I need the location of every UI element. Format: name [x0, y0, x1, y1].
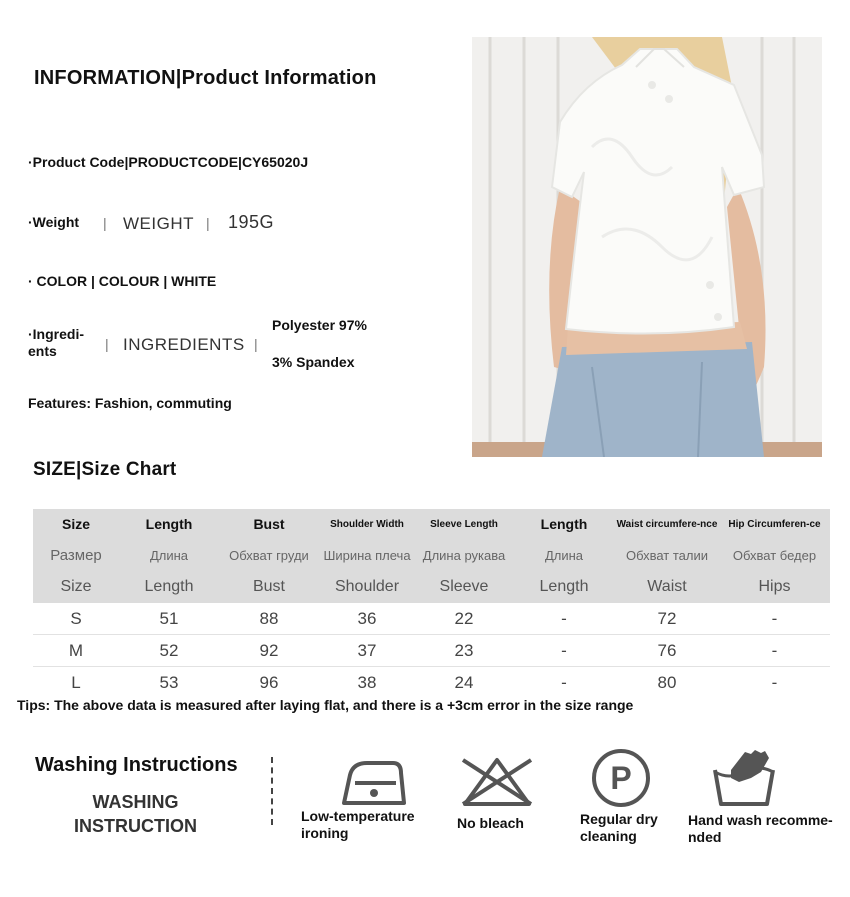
header-cell: Hip Circumferen-ce [719, 509, 830, 539]
separator: | [254, 336, 258, 352]
no-bleach-icon [459, 754, 535, 813]
ingredients-line1: Polyester 97% [272, 317, 367, 333]
weight-name: WEIGHT [123, 214, 194, 233]
color-info: · COLOR | COLOUR | WHITE [28, 273, 217, 289]
wash-item-line: cleaning [580, 828, 637, 844]
header-cell: Длина [119, 539, 219, 571]
table-cell: 37 [319, 635, 415, 667]
table-cell: 88 [219, 603, 319, 635]
features: Features: Fashion, commuting [28, 395, 232, 411]
table-cell: 52 [119, 635, 219, 667]
svg-text:P: P [610, 760, 632, 796]
table-cell: - [719, 635, 830, 667]
header-cell: Обхват талии [615, 539, 719, 571]
wash-item-label [301, 808, 415, 842]
header-cell: Size [33, 571, 119, 603]
table-cell: 22 [415, 603, 513, 635]
table-cell: L [71, 672, 81, 692]
wash-item-label [457, 815, 524, 832]
wash-item-label [580, 811, 658, 845]
header-row-ru [33, 539, 830, 571]
wash-item-line: ironing [301, 825, 349, 841]
header-cell: Hips [719, 571, 830, 603]
header-cell: Waist [615, 571, 719, 603]
table-cell: 96 [259, 672, 279, 692]
table-cell: 92 [219, 635, 319, 667]
header-cell: Bust [219, 571, 319, 603]
separator: | [103, 215, 107, 231]
table-cell: 51 [119, 603, 219, 635]
table-cell: M [33, 635, 119, 667]
header-cell: Длина рукава [415, 539, 513, 571]
table-row [33, 667, 830, 699]
header-cell: Length [119, 509, 219, 539]
header-cell: Length [119, 571, 219, 603]
header-cell: Length [513, 509, 615, 539]
wash-item-line: No bleach [457, 815, 524, 831]
header-cell: Sleeve [415, 571, 513, 603]
header-row-short [33, 571, 830, 603]
table-cell: - [561, 672, 567, 692]
table-cell: 80 [657, 672, 677, 692]
header-cell: Длина [513, 539, 615, 571]
ingredients-row [28, 316, 408, 372]
wash-item-line: nded [688, 829, 722, 845]
header-cell: Shoulder Width [319, 509, 415, 539]
table-cell: 76 [615, 635, 719, 667]
dry-clean-icon [590, 747, 652, 814]
table-cell: 24 [454, 672, 474, 692]
header-cell: Length [513, 571, 615, 603]
washing-subheading [35, 790, 236, 838]
header-cell: Sleeve Length [415, 509, 513, 539]
wash-item-line: Regular dry [580, 811, 658, 827]
separator: | [206, 215, 210, 231]
washing-sub-line1: WASHING [92, 792, 179, 812]
header-row-en [33, 509, 830, 539]
header-cell: Waist circumfere-nce [615, 509, 719, 539]
header-cell: Обхват груди [219, 539, 319, 571]
table-cell: 53 [159, 672, 179, 692]
header-cell: Bust [219, 509, 319, 539]
wash-item-label [688, 812, 833, 846]
washing-sub-line2: INSTRUCTION [74, 816, 197, 836]
table-cell: 72 [615, 603, 719, 635]
table-cell: - [719, 603, 830, 635]
table-row [33, 635, 830, 667]
table-row [33, 603, 830, 635]
ingredients-name: INGREDIENTS [123, 335, 245, 354]
weight-value: 195G [228, 212, 275, 232]
header-cell: Size [33, 509, 119, 539]
table-cell: S [33, 603, 119, 635]
header-cell: Обхват бедер [719, 539, 830, 571]
table-cell: - [771, 672, 778, 692]
ingredients-label: ·Ingredi-ents [28, 326, 84, 359]
table-cell: 36 [319, 603, 415, 635]
header-cell: Ширина плеча [319, 539, 415, 571]
wash-item-line: Low-temperature [301, 808, 415, 824]
table-cell: 38 [357, 672, 377, 692]
header-cell: Размер [33, 539, 119, 571]
weight-label: ·Weight [28, 214, 80, 230]
table-cell: 23 [415, 635, 513, 667]
wash-item-line: Hand wash recomme- [688, 812, 833, 828]
weight-row [28, 212, 328, 236]
hand-wash-icon [711, 748, 777, 813]
info-heading: INFORMATION|Product Information [34, 67, 377, 89]
table-cell: - [513, 635, 615, 667]
separator: | [105, 336, 109, 352]
table-cell: - [513, 603, 615, 635]
product-code: ·Product Code|PRODUCTCODE|CY65020J [28, 154, 309, 170]
size-chart-table [33, 509, 830, 698]
size-tips: Tips: The above data is measured after laying flat, and there is a +3cm error in the size range [17, 697, 634, 713]
product-photo [472, 37, 822, 457]
iron-icon [341, 755, 407, 812]
product-photo-illustration [472, 37, 822, 457]
washing-divider [271, 757, 273, 825]
ingredients-line2: 3% Spandex [272, 354, 355, 370]
washing-heading: Washing Instructions [35, 754, 238, 776]
header-cell: Shoulder [319, 571, 415, 603]
size-heading: SIZE|Size Chart [33, 459, 177, 480]
